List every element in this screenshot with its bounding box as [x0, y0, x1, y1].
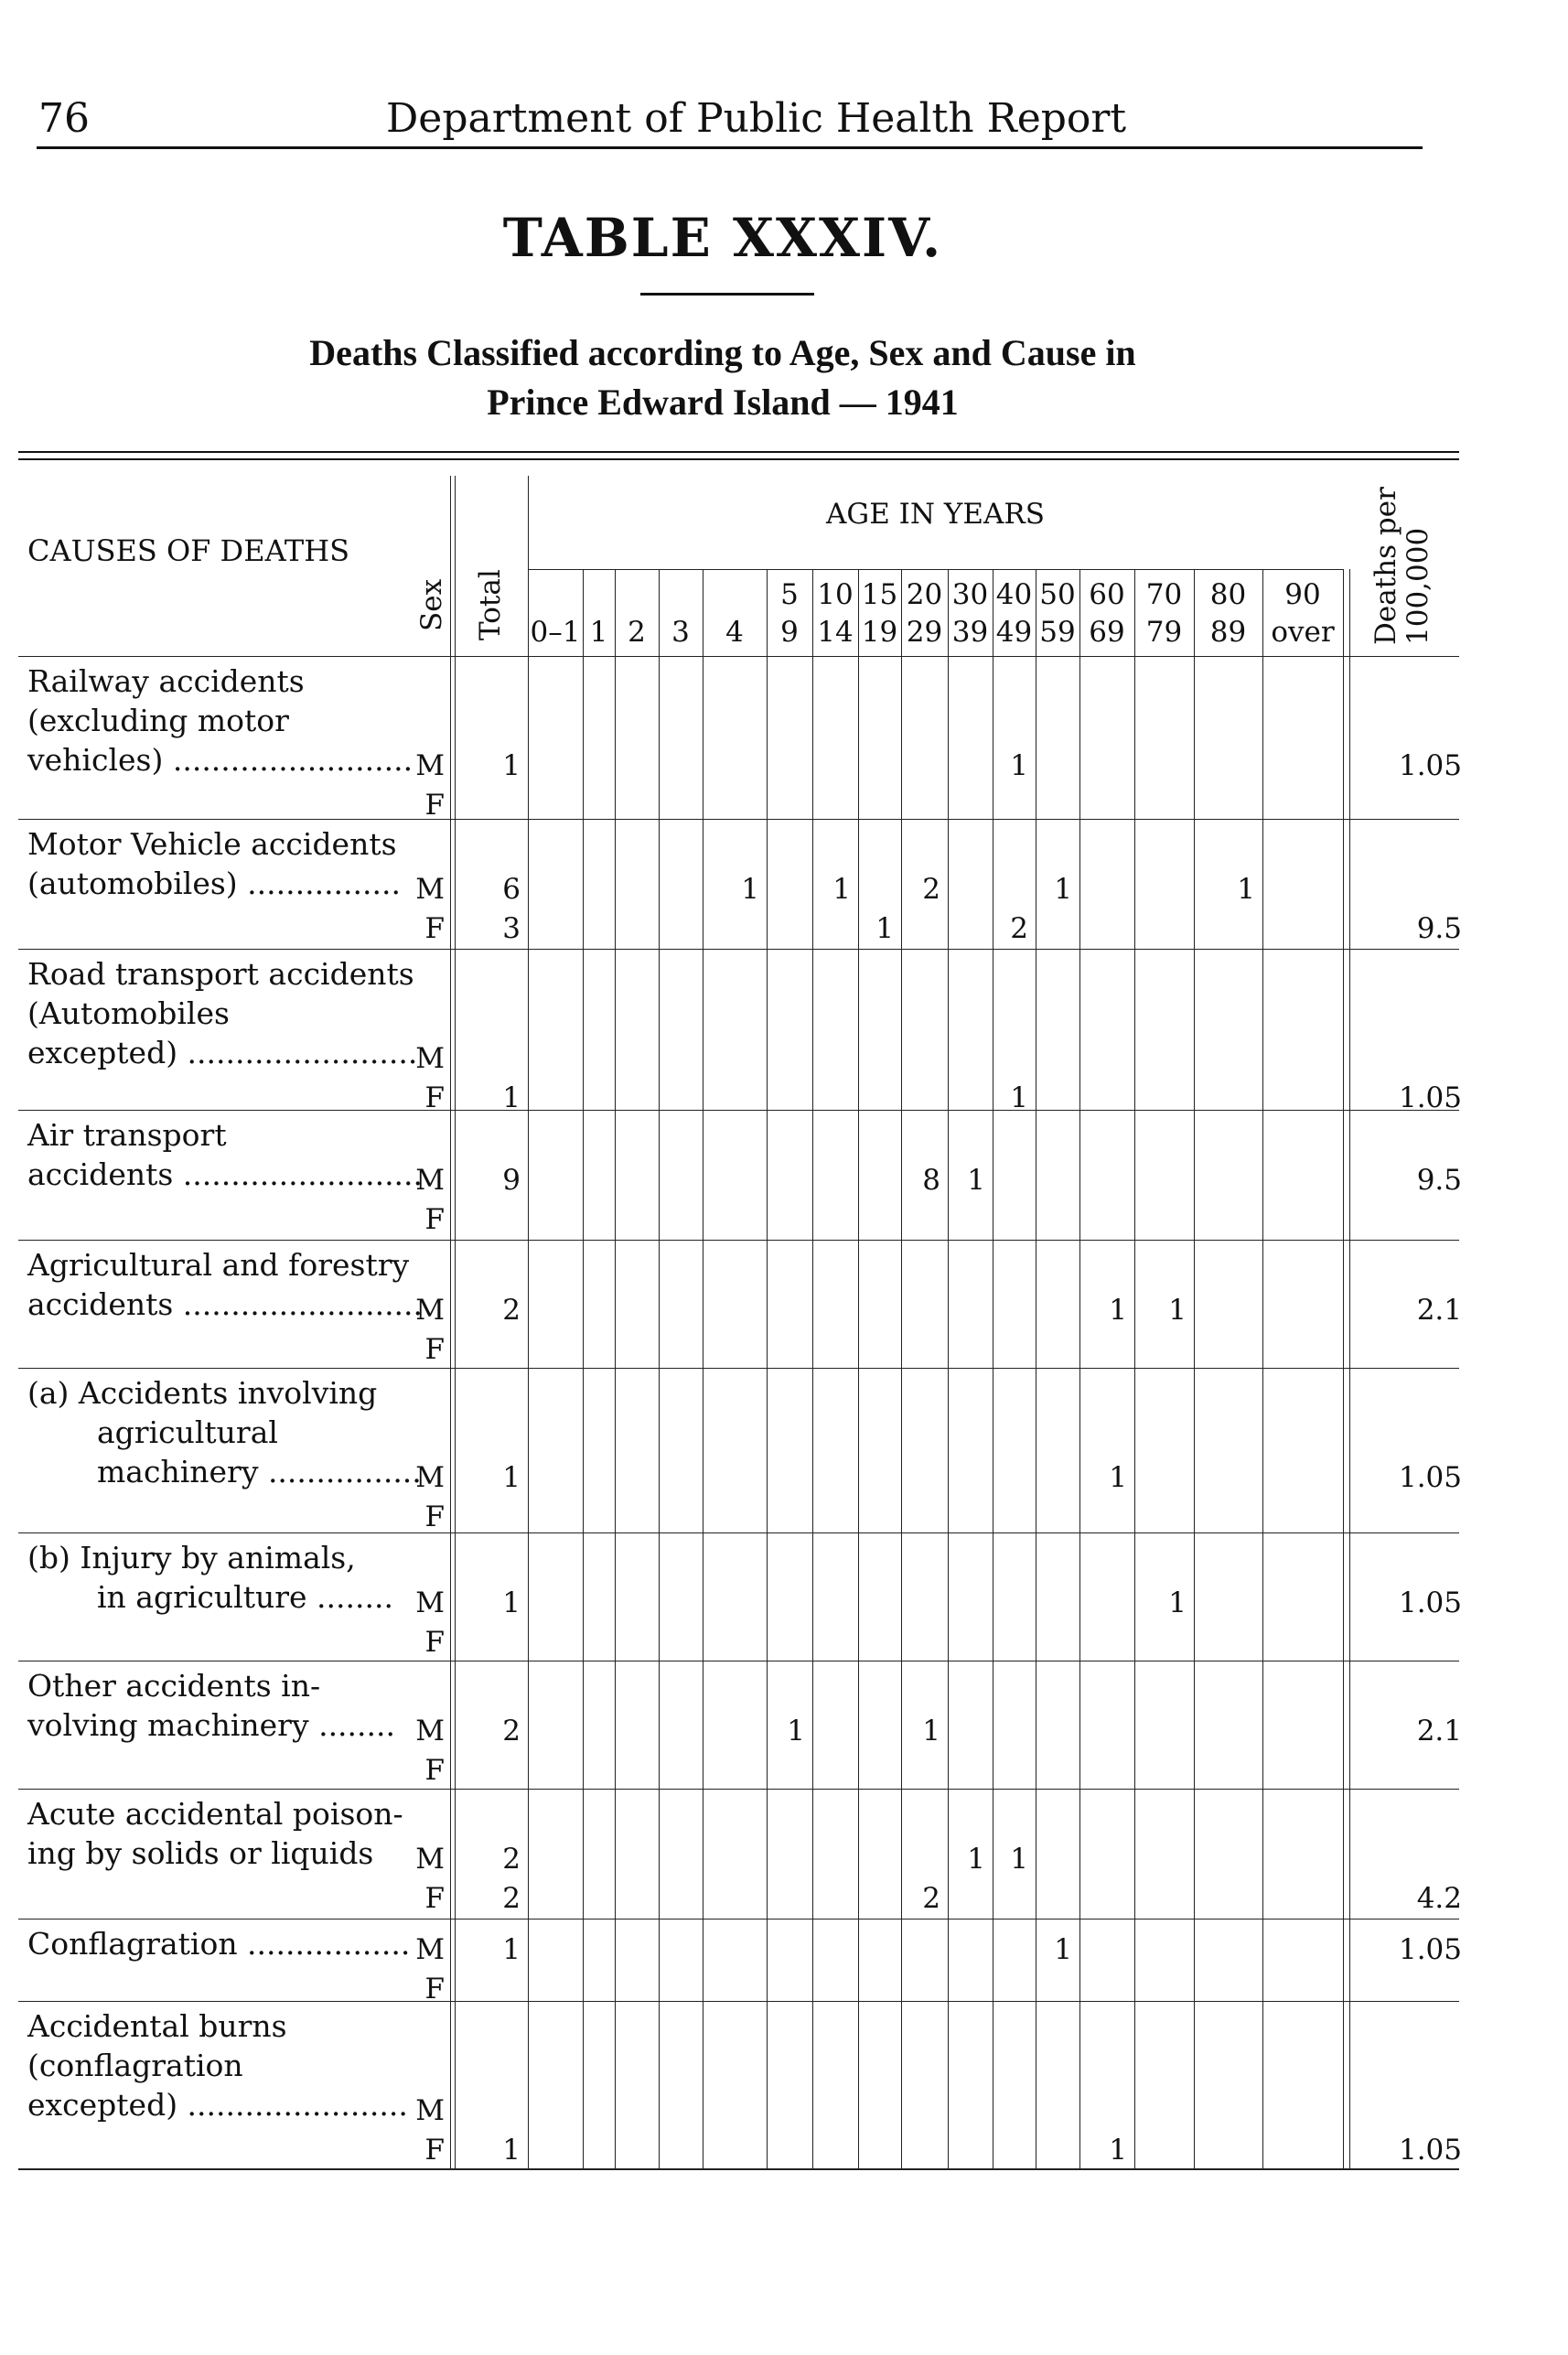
- sex-label-m: M: [415, 1461, 445, 1494]
- cause-text: (Automobiles: [27, 995, 230, 1031]
- column-rule: [948, 569, 949, 2168]
- rate-per-100000: 1.05: [1398, 1461, 1462, 1494]
- sex-label-m: M: [415, 1586, 445, 1619]
- age-header-bottom: 3: [671, 616, 690, 649]
- row-rule: [18, 1110, 1459, 1111]
- age-count-f: 1: [875, 912, 894, 945]
- cause-text: excepted) .......................: [27, 2087, 408, 2123]
- total-m: 1: [502, 1586, 521, 1619]
- total-f: 3: [502, 912, 521, 945]
- total-m: 2: [502, 1843, 521, 1876]
- subtitle-line-1: Deaths Classified according to Age, Sex and Cause in: [309, 332, 1136, 373]
- column-rule: [659, 569, 660, 2168]
- header-rate-line-1: Deaths per: [1369, 487, 1402, 645]
- total-m: 6: [502, 873, 521, 906]
- age-header-bottom: 79: [1145, 616, 1183, 649]
- sex-label-m: M: [415, 1042, 445, 1075]
- cause-text: Agricultural and forestry: [27, 1247, 410, 1283]
- total-m: 2: [502, 1294, 521, 1327]
- age-header-bottom: 9: [780, 616, 799, 649]
- age-header-rule: [528, 569, 1343, 570]
- age-header-top: 30: [951, 578, 989, 611]
- header-rate-line-2: 100,000: [1402, 527, 1434, 645]
- sex-label-m: M: [415, 1715, 445, 1747]
- page-number: 76: [38, 95, 90, 142]
- cause-text: Other accidents in-: [27, 1668, 321, 1704]
- header-age-in-years: AGE IN YEARS: [826, 498, 1045, 531]
- age-header-bottom: over: [1271, 616, 1335, 649]
- age-header-top: 10: [817, 578, 854, 611]
- sex-label-f: F: [424, 2134, 445, 2167]
- row-rule: [18, 819, 1459, 820]
- age-count-f: 1: [1010, 1081, 1028, 1114]
- age-count-f: 2: [1010, 912, 1028, 945]
- age-header-bottom: 59: [1039, 616, 1076, 649]
- cause-text: (conflagration: [27, 2048, 243, 2083]
- sex-label-m: M: [415, 2094, 445, 2127]
- column-rule: [767, 569, 768, 2168]
- age-header-bottom: 2: [628, 616, 646, 649]
- age-header-top: 15: [861, 578, 898, 611]
- total-m: 9: [502, 1164, 521, 1197]
- rate-per-100000: 1.05: [1398, 749, 1462, 782]
- sex-label-m: M: [415, 1294, 445, 1327]
- header-bottom-rule: [18, 656, 1459, 657]
- cause-text: Accidental burns: [27, 2008, 287, 2044]
- sex-label-f: F: [424, 1500, 445, 1533]
- age-count-m: 1: [1168, 1586, 1187, 1619]
- age-count-m: 1: [787, 1715, 805, 1747]
- age-count-f: 2: [922, 1882, 940, 1915]
- rate-per-100000: 2.1: [1416, 1294, 1462, 1327]
- row-rule: [18, 1368, 1459, 1369]
- header-rule: [37, 146, 1423, 149]
- column-rule: [1079, 569, 1080, 2168]
- age-count-m: 1: [1237, 873, 1255, 906]
- column-rule: [528, 476, 529, 2168]
- row-rule: [18, 1789, 1459, 1790]
- sex-label-f: F: [424, 789, 445, 822]
- cause-text: vehicles) .........................: [27, 742, 413, 778]
- sex-label-f: F: [424, 1626, 445, 1659]
- age-header-bottom: 0–1: [530, 616, 581, 649]
- sex-label-m: M: [415, 873, 445, 906]
- column-rule: [1262, 569, 1263, 2168]
- column-rule: [812, 569, 813, 2168]
- sex-label-f: F: [424, 1203, 445, 1236]
- cause-text: (automobiles) ................: [27, 866, 401, 901]
- sex-label-f: F: [424, 1973, 445, 2006]
- sex-label-m: M: [415, 1843, 445, 1876]
- age-header-top: 70: [1145, 578, 1183, 611]
- age-count-m: 1: [1168, 1294, 1187, 1327]
- rate-per-100000: 2.1: [1416, 1715, 1462, 1747]
- age-count-m: 1: [1109, 1294, 1127, 1327]
- table-title: TABLE XXXIV.: [502, 207, 943, 269]
- sex-label-f: F: [424, 1754, 445, 1787]
- header-sex: Sex: [415, 578, 448, 631]
- subtitle-line-2: Prince Edward Island — 1941: [487, 382, 959, 423]
- cause-text: machinery ................: [97, 1454, 422, 1489]
- cause-text: (excluding motor: [27, 703, 289, 738]
- age-count-m: 1: [1109, 1461, 1127, 1494]
- cause-text: Acute accidental poison-: [27, 1796, 403, 1832]
- age-count-m: 8: [922, 1164, 940, 1197]
- age-header-bottom: 49: [995, 616, 1033, 649]
- rate-per-100000: 1.05: [1398, 1933, 1462, 1966]
- rate-per-100000: 9.5: [1416, 912, 1462, 945]
- cause-text: Air transport: [27, 1117, 227, 1153]
- column-rule: [583, 569, 584, 2168]
- age-header-bottom: 69: [1089, 616, 1125, 649]
- cause-text: excepted) ........................: [27, 1035, 418, 1070]
- column-rule: [615, 569, 616, 2168]
- sex-label-m: M: [415, 1933, 445, 1966]
- total-f: 2: [502, 1882, 521, 1915]
- cause-text: Motor Vehicle accidents: [27, 826, 397, 862]
- age-header-bottom: 14: [817, 616, 854, 649]
- cause-text: Conflagration .................: [27, 1926, 411, 1962]
- title-rule: [640, 293, 814, 296]
- cause-text: agricultural: [97, 1414, 278, 1450]
- row-rule: [18, 1532, 1459, 1533]
- table-bottom-rule: [18, 2168, 1459, 2170]
- age-header-bottom: 29: [906, 616, 943, 649]
- total-m: 2: [502, 1715, 521, 1747]
- header-causes-of-deaths: CAUSES OF DEATHS: [27, 533, 350, 568]
- cause-text: Railway accidents: [27, 663, 305, 699]
- column-rule: [450, 476, 451, 2168]
- column-rule: [1194, 569, 1195, 2168]
- age-header-top: 50: [1039, 578, 1076, 611]
- total-f: 1: [502, 2134, 521, 2167]
- total-m: 1: [502, 1461, 521, 1494]
- age-header-bottom: 19: [861, 616, 898, 649]
- age-count-m: 1: [967, 1843, 985, 1876]
- rate-per-100000: 1.05: [1398, 1081, 1462, 1114]
- age-header-top: 60: [1089, 578, 1125, 611]
- column-rule: [1349, 569, 1350, 2168]
- age-count-m: 1: [1054, 1933, 1072, 1966]
- age-count-m: 1: [832, 873, 851, 906]
- column-rule: [858, 569, 859, 2168]
- age-header-bottom: 39: [951, 616, 989, 649]
- age-count-m: 1: [741, 873, 759, 906]
- sex-label-f: F: [424, 1333, 445, 1366]
- age-count-m: 1: [1010, 1843, 1028, 1876]
- sex-label-m: M: [415, 749, 445, 782]
- cause-text: Road transport accidents: [27, 956, 414, 992]
- row-rule: [18, 949, 1459, 950]
- age-header-bottom: 4: [725, 616, 744, 649]
- age-count-m: 1: [967, 1164, 985, 1197]
- age-count-m: 1: [1010, 749, 1028, 782]
- rate-per-100000: 9.5: [1416, 1164, 1462, 1197]
- cause-text: in agriculture ........: [97, 1579, 393, 1615]
- sex-label-f: F: [424, 1081, 445, 1114]
- sex-label-f: F: [424, 1882, 445, 1915]
- age-count-m: 2: [922, 873, 940, 906]
- age-header-bottom: 89: [1209, 616, 1247, 649]
- table-top-rule-2: [18, 458, 1459, 460]
- cause-text: ing by solids or liquids: [27, 1835, 374, 1871]
- total-m: 1: [502, 749, 521, 782]
- age-header-top: 5: [780, 578, 799, 611]
- cause-text: accidents .........................: [27, 1156, 424, 1192]
- age-header-top: 90: [1284, 578, 1321, 611]
- table-top-rule-1: [18, 451, 1459, 453]
- header-total: Total: [474, 569, 507, 640]
- rate-per-100000: 4.2: [1416, 1882, 1462, 1915]
- cause-text: (a) Accidents involving: [27, 1375, 378, 1411]
- age-count-m: 1: [922, 1715, 940, 1747]
- age-header-top: 80: [1209, 578, 1247, 611]
- row-rule: [18, 1240, 1459, 1241]
- sex-label-m: M: [415, 1164, 445, 1197]
- column-rule: [455, 476, 456, 2168]
- age-header-top: 20: [906, 578, 943, 611]
- column-rule: [1343, 569, 1344, 2168]
- rate-per-100000: 1.05: [1398, 2134, 1462, 2167]
- row-rule: [18, 2001, 1459, 2002]
- cause-text: accidents .........................: [27, 1286, 424, 1322]
- sex-label-f: F: [424, 912, 445, 945]
- age-count-m: 1: [1054, 873, 1072, 906]
- total-m: 1: [502, 1933, 521, 1966]
- rate-per-100000: 1.05: [1398, 1586, 1462, 1619]
- cause-text: (b) Injury by animals,: [27, 1540, 356, 1575]
- total-f: 1: [502, 1081, 521, 1114]
- running-title: Department of Public Health Report: [386, 95, 1127, 142]
- column-rule: [1134, 569, 1135, 2168]
- column-rule: [901, 569, 902, 2168]
- cause-text: volving machinery ........: [27, 1707, 395, 1743]
- age-header-top: 40: [995, 578, 1033, 611]
- age-count-f: 1: [1109, 2134, 1127, 2167]
- age-header-bottom: 1: [589, 616, 608, 649]
